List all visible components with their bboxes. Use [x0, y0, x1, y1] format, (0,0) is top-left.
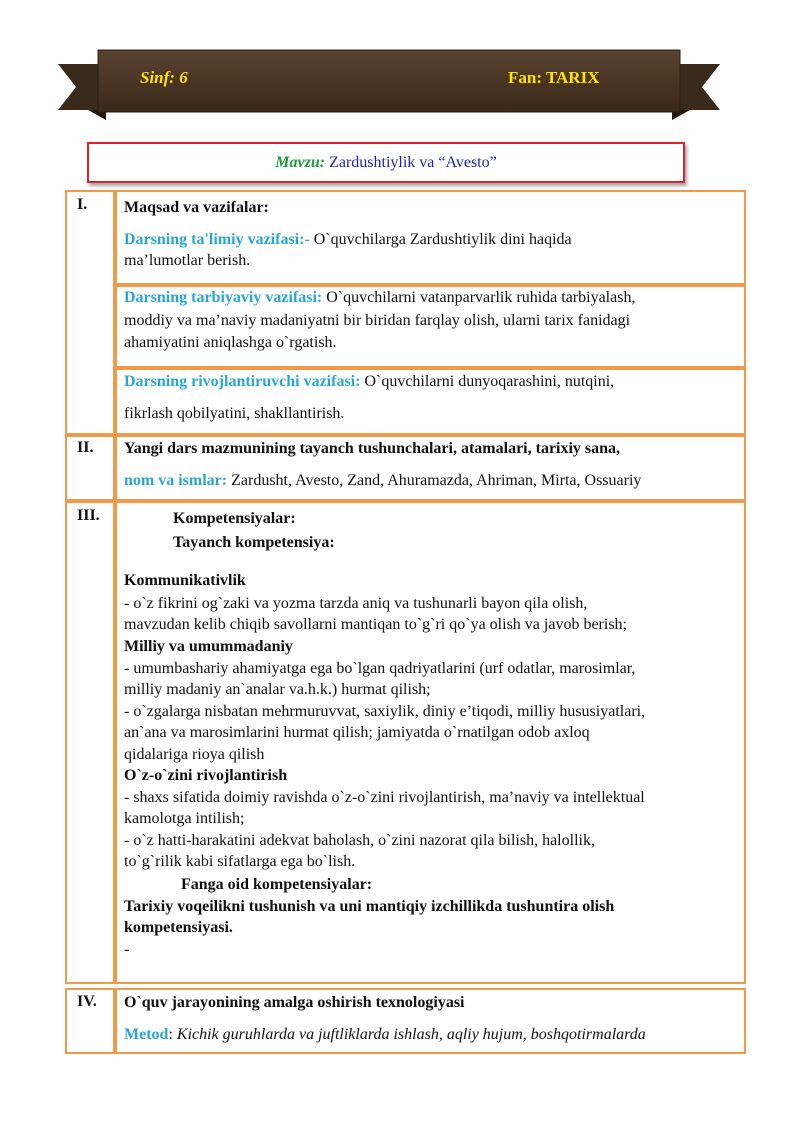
rivoj-text-2: fikrlash qobilyatini, shakllantirish. [124, 405, 345, 422]
section-2-title: Yangi dars mazmunining tayanch tushunchalari, atamalari, tarixiy sana, [124, 440, 621, 457]
national-line-1: - umumbashariy ahamiyatga ega bo`lgan qadriyatlarini (urf odatlar, marosimlar, [124, 660, 636, 677]
header-ribbon [58, 48, 720, 120]
section-4-number: IV. [77, 993, 97, 1010]
section-3-number: III. [77, 507, 100, 524]
self-development-line-3: - o`z hatti-harakatini adekvat baholash, o`zini nazorat qila bilish, halollik, [124, 832, 595, 849]
subject-label: Fan: TARIX [508, 68, 600, 87]
talimiy-text-2: ma’lumotlar berish. [124, 252, 251, 269]
grade-label: Sinf: 6 [140, 68, 188, 87]
section-1-number: I. [77, 196, 88, 213]
communicative-line-1: - o`z fikrini og`zaki va yozma tarzda aniq va tushunarli bayon qila olish, [124, 595, 588, 612]
section-1-title: Maqsad va vazifalar: [124, 199, 269, 216]
talimiy-task [124, 229, 740, 250]
self-development-line-2: kamolotga intilish; [124, 810, 245, 827]
talimiy-text: O`quvchilarga Zardushtiylik dini haqida [309, 231, 572, 248]
tarbiyaviy-text: O`quvchilarni vatanparvarlik ruhida tarbiyalash, [322, 289, 636, 306]
communicative-line-2: mavzudan kelib chiqib savollarni mantiqan to`g`ri qo`ya olish va javob berish; [124, 616, 627, 633]
terms-label: nom va ismlar: [124, 472, 228, 489]
section-4-title: O`quv jarayonining amalga oshirish texnologiyasi [124, 994, 465, 1011]
national-line-5: qidalariga rioya qilish [124, 746, 265, 763]
topic-value: Zardushtiylik va “Avesto” [329, 154, 497, 171]
tarbiyaviy-text-3: ahamiyatini aniqlashga o`rgatish. [124, 334, 337, 351]
self-development-line-1: - shaxs sifatida doimiy ravishda o`z-o`zini rivojlantirish, ma’naviy va intellektual [124, 789, 645, 806]
method-line [124, 1024, 744, 1045]
communicative-heading: Kommunikativlik [124, 572, 246, 589]
section-2-terms [124, 470, 744, 491]
historical-competency-line-1: Tarixiy voqeilikni tushunish va uni mantiqiy izchillikda tushuntira olish [124, 898, 615, 915]
self-development-line-4: to`g`rilik kabi sifatlarga ega bo`lish. [124, 853, 356, 870]
talimiy-label: Darsning ta'limiy vazifasi:- [124, 231, 310, 248]
dash-placeholder: - [124, 941, 130, 958]
subject-competency-heading: Fanga oid kompetensiyalar: [181, 876, 373, 893]
rivoj-text: O`quvchilarni dunyoqarashini, nutqini, [360, 373, 615, 390]
terms-list: Zardusht, Avesto, Zand, Ahuramazda, Ahriman, Mirta, Ossuariy [227, 472, 642, 489]
tarbiyaviy-task [124, 287, 744, 308]
self-development-heading: O`z-o`zini rivojlantirish [124, 767, 288, 784]
national-heading: Milliy va umummadaniy [124, 638, 293, 655]
competencies-heading: Kompetensiyalar: [173, 510, 296, 527]
method-colon: : [168, 1026, 177, 1043]
core-competency-heading: Tayanch kompetensiya: [173, 534, 335, 551]
national-line-2: milliy madaniy an`analar va.h.k.) hurmat qilish; [124, 681, 431, 698]
tarbiyaviy-text-2: moddiy va ma’naviy madaniyatni bir biridan farqlay olish, ularni tarix fanidagi [124, 312, 631, 329]
national-line-4: an`ana va marosimlarini hurmat qilish; jamiyatda o`rnatilgan odob axloq [124, 724, 590, 741]
section-1-num-cell [65, 190, 115, 435]
national-line-3: - o`zgalarga nisbatan mehrmuruvvat, saxiylik, diniy e’tiqodi, milliy hususiyatlari, [124, 703, 646, 720]
rivoj-label: Darsning rivojlantiruvchi vazifasi: [124, 373, 361, 390]
topic-label: Mavzu: [275, 154, 326, 171]
method-text: Kichik guruhlarda va juftliklarda ishlash, aqliy hujum, boshqotirmalarda [176, 1026, 646, 1043]
section-2-number: II. [77, 439, 94, 456]
rivoj-task [124, 371, 744, 392]
tarbiyaviy-label: Darsning tarbiyaviy vazifasi: [124, 289, 323, 306]
topic-box [87, 142, 685, 183]
section-3-num-cell [65, 501, 115, 984]
historical-competency-line-2: kompetensiyasi. [124, 919, 233, 936]
method-label: Metod [124, 1026, 169, 1043]
